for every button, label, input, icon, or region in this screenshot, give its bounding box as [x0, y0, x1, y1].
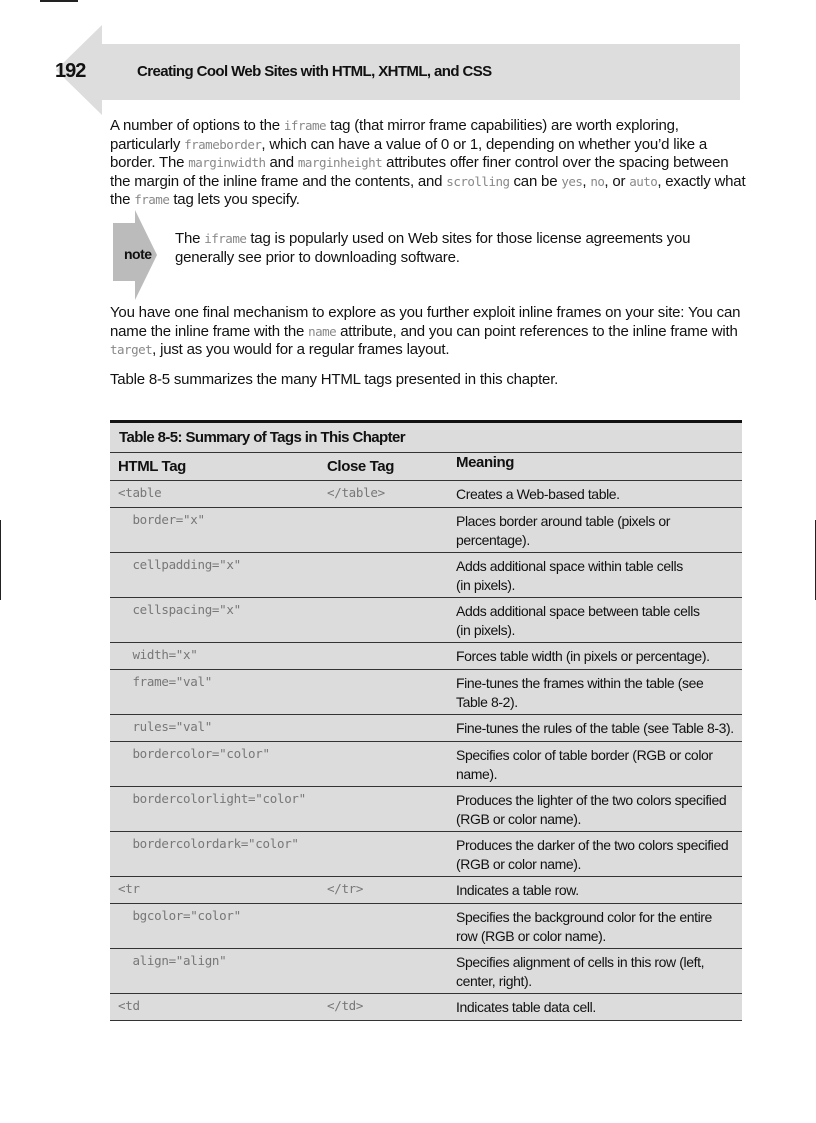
inline-code: yes	[561, 173, 583, 189]
inline-code: target	[110, 342, 153, 357]
table-row	[110, 877, 742, 904]
html-tag-cell: <table	[118, 485, 162, 500]
meaning-cell: Adds additional space within table cells (in pixels).	[456, 558, 683, 593]
header-meaning: Meaning	[456, 454, 515, 471]
table-row	[110, 643, 742, 670]
table-header-row	[110, 453, 742, 481]
table-row	[110, 787, 742, 832]
meaning-cell: Specifies alignment of cells in this row (left, center, right).	[456, 954, 705, 989]
text-run: , just as you would for a regular frames layout.	[152, 341, 450, 358]
inline-code: iframe	[283, 118, 327, 133]
meaning-cell: Specifies color of table border (RGB or color name).	[456, 747, 713, 782]
text-run: tag lets you specify.	[169, 191, 300, 208]
note-text	[175, 230, 745, 267]
meaning-cell: Places border around table (pixels or percentage).	[456, 513, 670, 548]
inline-code: auto	[629, 173, 658, 189]
text-run: You have one final mechanism to explore as you further exploit inline frames on your site: You can name the inline frame with the	[110, 304, 741, 340]
paragraph-iframe-options	[110, 117, 750, 210]
crop-mark-left	[0, 520, 1, 600]
html-tag-cell: <td	[118, 998, 140, 1013]
table-row	[110, 994, 742, 1021]
html-tag-cell: cellpadding="x"	[118, 557, 241, 572]
html-tag-cell: <tr	[118, 881, 140, 896]
meaning-cell: Specifies the background color for the entire row (RGB or color name).	[456, 909, 712, 944]
table-title: Table 8-5: Summary of Tags in This Chapter	[110, 423, 742, 453]
meaning-cell: Indicates table data cell.	[456, 999, 596, 1015]
table-row	[110, 598, 742, 643]
paragraph-table-intro	[110, 371, 750, 390]
table-row	[110, 742, 742, 787]
text-run: tag (that mirror frame capabilities) are worth exploring, particularly	[110, 117, 679, 153]
text-run: attribute, and you can point references to the inline frame with	[336, 322, 738, 340]
html-tag-cell: frame="val"	[118, 674, 212, 689]
meaning-cell: Creates a Web-based table.	[456, 486, 620, 502]
text-run: tag is popularly used on Web sites for those license agreements you generally see prior to downloading software.	[175, 230, 691, 266]
text-run: Table 8-5 summarizes the many HTML tags presented in this chapter.	[110, 371, 559, 388]
meaning-cell: Indicates a table row.	[456, 882, 579, 898]
html-tag-cell: cellspacing="x"	[118, 602, 241, 617]
text-run: and	[265, 154, 298, 171]
paragraph-final-mechanism	[110, 304, 750, 360]
note-label: note	[124, 246, 152, 262]
meaning-cell: Adds additional space between table cells (in pixels).	[456, 603, 700, 638]
text-run: A number of options to the	[110, 117, 284, 134]
html-tag-cell: bordercolorlight="color"	[118, 791, 306, 806]
meaning-cell: Produces the darker of the two colors specified (RGB or color name).	[456, 837, 729, 872]
text-run: ,	[582, 172, 591, 190]
inline-code: name	[308, 323, 337, 339]
html-tag-cell: bgcolor="color"	[118, 908, 241, 923]
inline-code: scrolling	[446, 173, 510, 189]
page-number: 192	[55, 60, 86, 82]
html-tag-cell: align="align"	[118, 953, 227, 968]
close-tag-cell: </table>	[327, 485, 385, 500]
table-row	[110, 949, 742, 994]
inline-code: iframe	[204, 231, 247, 246]
table-row	[110, 904, 742, 949]
html-tag-cell: width="x"	[118, 647, 198, 662]
table-row	[110, 508, 742, 553]
inline-code: no	[590, 173, 605, 189]
text-run: attributes offer finer control over the spacing between the margin of the inline frame and the contents, and	[110, 154, 729, 190]
text-run: , or	[604, 172, 630, 190]
table-row	[110, 670, 742, 715]
meaning-cell: Forces table width (in pixels or percentage).	[456, 648, 710, 664]
close-tag-cell: </td>	[327, 998, 364, 1013]
html-tag-cell: bordercolor="color"	[118, 746, 270, 761]
inline-code: frame	[134, 192, 170, 207]
table-row	[110, 832, 742, 877]
inline-code: marginwidth	[188, 155, 266, 170]
text-run: , which can have a value of 0 or 1, depending on whether you’d like a border. The	[110, 135, 708, 171]
summary-table	[110, 420, 742, 1021]
html-tag-cell: bordercolordark="color"	[118, 836, 299, 851]
text-run: can be	[509, 172, 562, 190]
meaning-cell: Fine-tunes the rules of the table (see Table 8-3).	[456, 720, 734, 736]
inline-code: frameborder	[184, 136, 262, 152]
html-tag-cell: rules="val"	[118, 719, 212, 734]
meaning-cell: Produces the lighter of the two colors specified (RGB or color name).	[456, 792, 727, 827]
close-tag-cell: </tr>	[327, 881, 364, 896]
meaning-cell: Fine-tunes the frames within the table (see Table 8-2).	[456, 675, 704, 710]
table-row	[110, 715, 742, 742]
running-title: Creating Cool Web Sites with HTML, XHTML, and CSS	[137, 63, 492, 80]
table-row	[110, 481, 742, 508]
table-row	[110, 553, 742, 598]
html-tag-cell: border="x"	[118, 512, 205, 527]
text-run: The	[175, 230, 205, 247]
header-close-tag: Close Tag	[327, 458, 394, 475]
header-html-tag: HTML Tag	[118, 458, 186, 475]
crop-line	[40, 0, 78, 2]
inline-code: marginheight	[297, 155, 383, 170]
text-run: , exactly what the	[110, 172, 746, 208]
